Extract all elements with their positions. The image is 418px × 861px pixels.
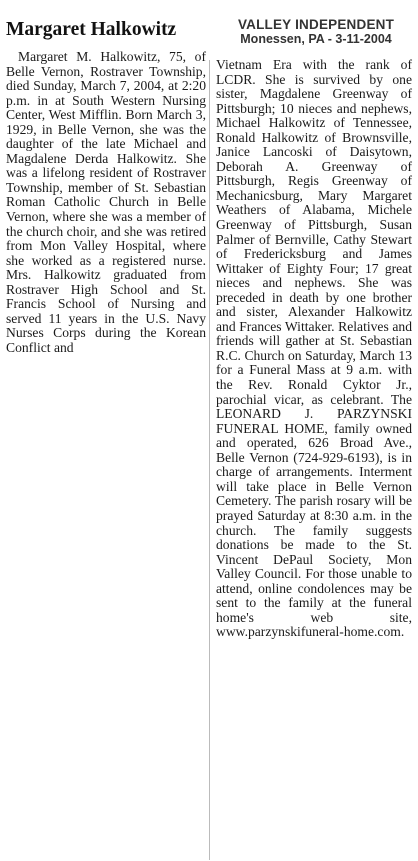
newspaper-name: VALLEY INDEPENDENT: [237, 17, 395, 32]
masthead: [220, 18, 412, 46]
column-divider: [209, 60, 210, 860]
left-column: [6, 18, 206, 355]
right-column: [216, 18, 412, 640]
obituary-body-left: Margaret M. Halkowitz, 75, of Belle Vernon, Rostraver Township, died Sunday, March 7, 2004, at 2:20 p.m. in at South Western Nursing Center, West Mifflin. Born March 3, 1929, in Belle Vernon, she was the daughter of the late Michael and Magdalene Derda Halkowitz. She was a lifelong resident of Rostraver Township, member of St. Sebastian Roman Catholic Church in Belle Vernon, where she was a member of the church choir, and she was retired from Mon Valley Hospital, where she worked as a registered nurse. Mrs. Halkowitz graduated from Rostraver High School and St. Francis School of Nursing and served 11 years in the U.S. Navy Nurses Corps during the Korean Conflict and: [6, 49, 206, 355]
obituary-headline: Margaret Halkowitz: [6, 19, 177, 40]
dateline: Monessen, PA - 3-11-2004: [240, 32, 392, 46]
obituary-body-right: Vietnam Era with the rank of LCDR. She is survived by one sister, Magdalene Greenway of Pittsburgh; 10 nieces and nephews, Michael Halkowitz of Tennessee, Ronald Halkowitz of Brownsville, Janice Lancoski of Daisytown, Deborah A. Greenway of Pittsburgh, Regis Greenway of Mechanicsburg, Mary Margaret Weathers of Alabama, Michele Greenway of Pittsburgh, Susan Palmer of Bernville, Cathy Stewart of Fredericksburg and James Wittaker of Eighty Four; 17 great nieces and nephews. She was preceded in death by one brother and sister, Alexander Halkowitz and Frances Wittaker. Relatives and friends will gather at St. Sebastian R.C. Church on Saturday, March 13 for a Funeral Mass at 9 a.m. with the Rev. Ronald Cyktor Jr., parochial vicar, as celebrant. The LEONARD J. PARZYNSKI FUNERAL HOME, family owned and operated, 626 Broad Ave., Belle Vernon (724-929-6193), is in charge of arrangements. Interment will take place in Belle Vernon Cemetery. The parish rosary will be prayed Saturday at 8:30 a.m. in the church. The family suggests donations be made to the St. Vincent DePaul Society, Mon Valley Council. For those unable to attend, online condolences may be sent to the family at the funeral home's web site, www.parzynskifuneral-home.com.: [216, 57, 412, 640]
